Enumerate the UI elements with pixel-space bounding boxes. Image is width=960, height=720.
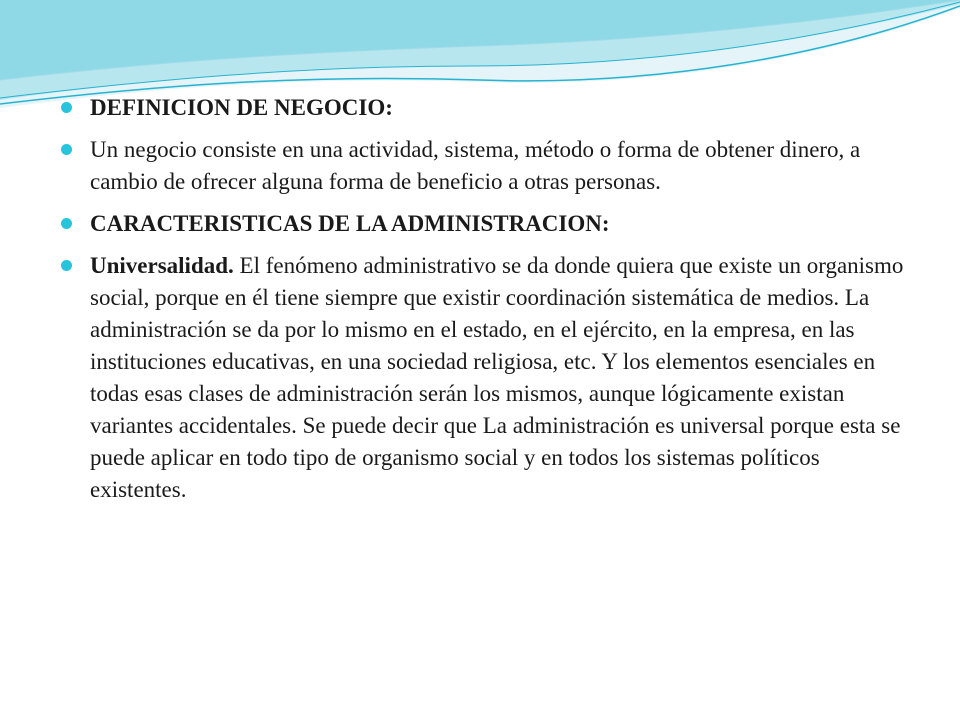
definicion-paragraph-text: Un negocio consiste en una actividad, sistema, método o forma de obtener dinero, a cambio de ofrecer alguna forma de beneficio a otras personas.	[90, 137, 861, 194]
universalidad-paragraph-text: El fenómeno administrativo se da donde quiera que existe un organismo social, porque en él tiene siempre que existir coordinación sistemática de medios. La administración se da por lo mismo en el estado, en el ejército, en la empresa, en las instituciones educativas, en una sociedad religiosa, etc. Y los elementos esenciales en todas esas clases de administración serán los mismos, aunque lógicamente existan variantes accidentales. Se puede decir que La administración es universal porque esta se puede aplicar en todo tipo de organismo social y en todos los sistemas políticos existentes.	[90, 253, 904, 502]
bullet-definicion-heading	[60, 92, 910, 124]
definicion-heading-text: DEFINICION DE NEGOCIO:	[90, 95, 393, 120]
bullet-definicion-paragraph	[60, 134, 910, 198]
bullet-dot-icon	[61, 144, 72, 155]
bullet-dot-icon	[61, 218, 72, 229]
slide-content	[60, 92, 910, 516]
bullet-caracteristicas-heading	[60, 208, 910, 240]
caracteristicas-heading-text: CARACTERISTICAS DE LA ADMINISTRACION:	[90, 211, 610, 236]
bullet-universalidad-paragraph	[60, 250, 910, 506]
universalidad-lead: Universalidad.	[90, 253, 234, 278]
bullet-dot-icon	[61, 102, 72, 113]
bullet-dot-icon	[61, 260, 72, 271]
